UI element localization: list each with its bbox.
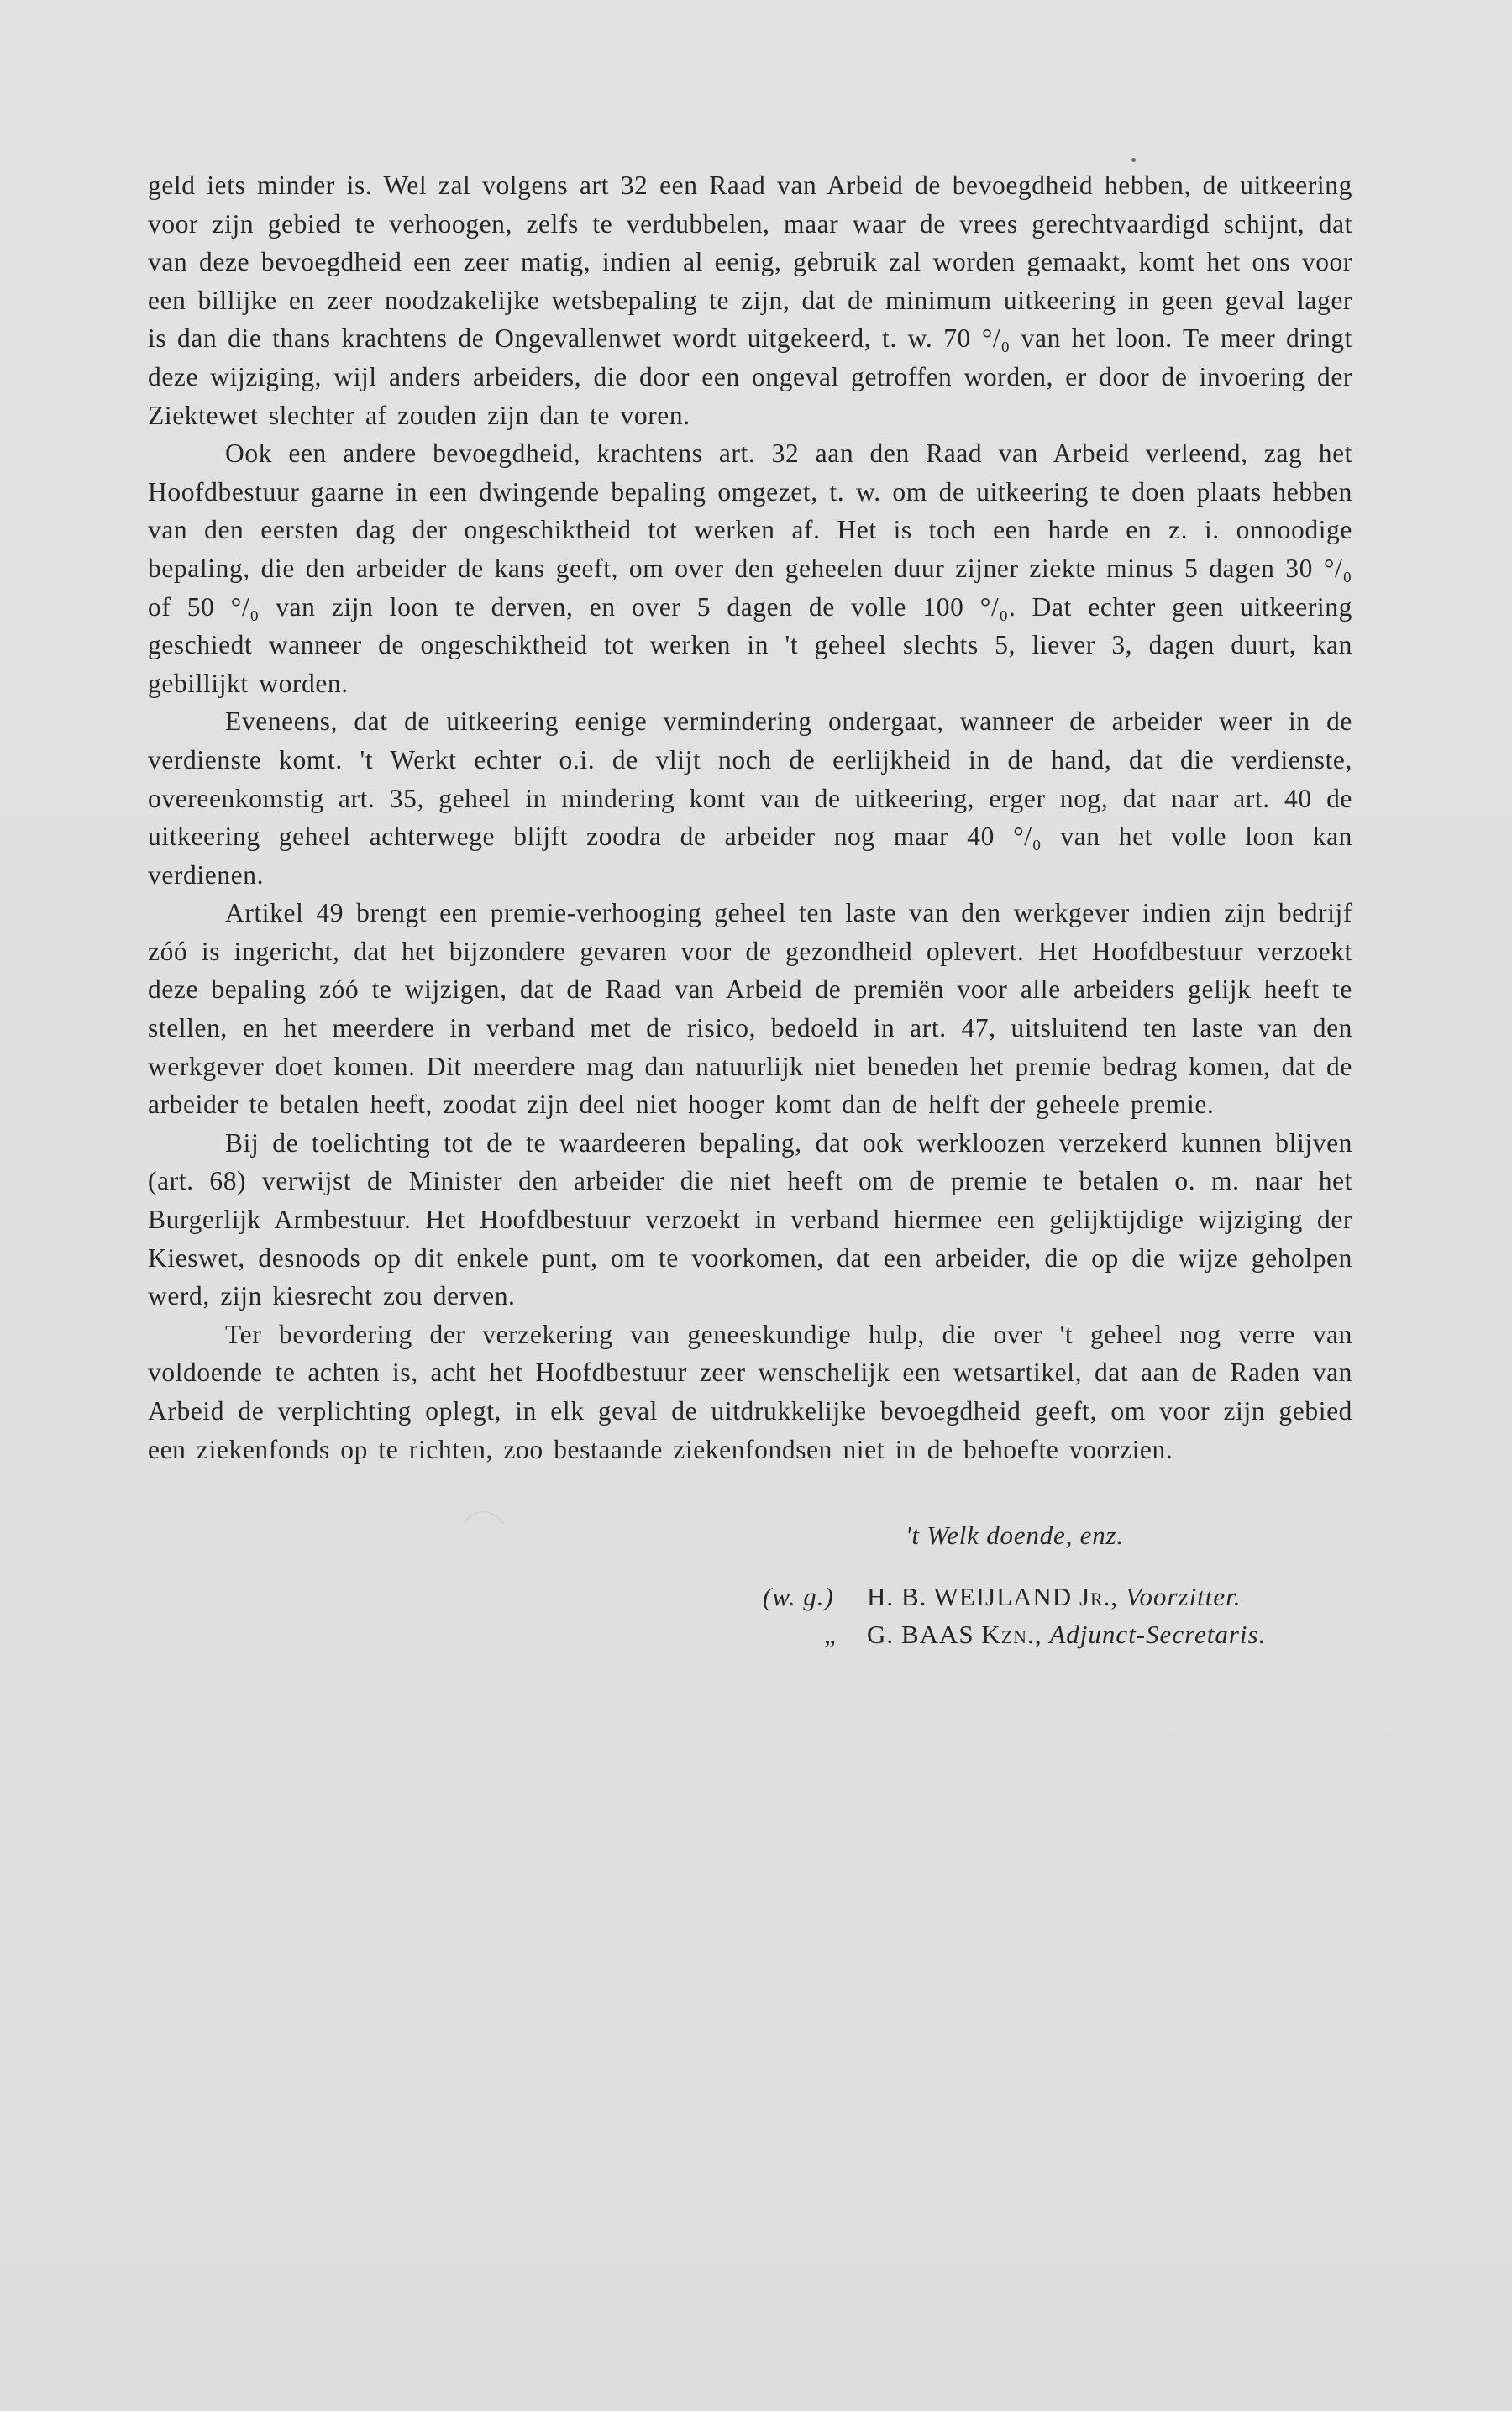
- paragraph-2: Ook een andere bevoegdheid, krachtens art. 32 aan den Raad van Arbeid verleend, zag het Hoofdbestuur gaarne in een dwingende bepaling omgezet, t. w. om de uitkeering te doen plaats hebben van den eersten dag der ongeschiktheid tot werken af. Het is toch een harde en z. i. onnoodige bepaling, die den arbeider de kans geeft, om over den geheelen duur zijner ziekte minus 5 dagen 30 °/₀ of 50 °/₀ van zijn loon te derven, en over 5 dagen de volle 100 °/₀. Dat echter geen uitkeering geschiedt wanneer de ongeschiktheid tot werken in 't geheel slechts 5, liever 3, dagen duurt, kan gebillijkt worden.: [148, 439, 1352, 698]
- signer-role: Voorzitter.: [1125, 1582, 1242, 1611]
- faint-pencil-mark: [460, 1504, 528, 1537]
- signature-prefix: (w. g.): [763, 1582, 834, 1611]
- paragraph-5: Bij de toelichting tot de te waardeeren bepaling, dat ook werkloozen verzekerd kunnen blijven (art. 68) verwijst de Minister den arbeider die niet heeft om de premie te betalen o. m. naar het Burgerlijk Armbestuur. Het Hoofdbestuur verzoekt in verband hiermee een gelijktijdige wijziging der Kieswet, desnoods op dit enkele punt, om te voorkomen, dat een arbeider, die op die wijze geholpen werd, zijn kiesrecht zou derven.: [148, 1127, 1352, 1311]
- ink-speck: [1131, 158, 1136, 162]
- signature-chairman: [763, 1579, 1242, 1615]
- paragraph-3: Eveneens, dat de uitkeering eenige vermindering ondergaat, wanneer de arbeider weer in de verdienste komt. 't Werkt echter o.i. de vlijt noch de eerlijkheid in de hand, dat die verdienste, overeenkomstig art. 35, geheel in mindering komt van de uitkeering, erger nog, dat naar art. 40 de uitkeering geheel achterwege blijft zoodra de arbeider nog maar 40 °/₀ van het volle loon kan verdienen.: [148, 706, 1352, 890]
- signature-secretary: [796, 1617, 1266, 1652]
- signer-name: G. BAAS: [867, 1620, 974, 1649]
- paragraph-6: Ter bevordering der verzekering van geneeskundige hulp, die over 't geheel nog verre van voldoende te achten is, acht het Hoofdbestuur zeer wenschelijk een wetsartikel, dat aan de Raden van Arbeid de verplichting oplegt, in elk geval de uitdrukkelijke bevoegdheid geeft, om voor zijn gebied een ziekenfonds op te richten, zoo bestaande ziekenfondsen niet in de behoefte voorzien.: [148, 1319, 1352, 1464]
- closing-formula: 't Welk doende, enz.: [906, 1521, 1124, 1550]
- signer-role: Adjunct-Secretaris.: [1049, 1620, 1267, 1649]
- paragraph-4: Artikel 49 brengt een premie-verhooging geheel ten laste van den werkgever indien zijn bedrijf zóó is ingericht, dat het bijzondere gevaren voor de gezondheid oplevert. Het Hoofdbestuur verzoekt deze bepaling zóó te wijzigen, dat de Raad van Arbeid de premiën voor alle arbeiders gelijk heeft te stellen, en het meerdere in verband met de risico, bedoeld in art. 47, uitsluitend ten laste van den werkgever doet komen. Dit meerdere mag dan natuurlijk niet beneden het premie bedrag komen, dat de arbeider te betalen heeft, zoodat zijn deel niet hooger komt dan de helft der geheele premie.: [148, 898, 1352, 1120]
- signer-suffix: Kzn.,: [981, 1620, 1042, 1649]
- signer-name: H. B. WEIJLAND: [867, 1582, 1073, 1611]
- signer-suffix: Jr.,: [1079, 1582, 1119, 1611]
- body-text: [148, 166, 1352, 1468]
- signature-prefix: „: [823, 1620, 840, 1649]
- paragraph-1: geld iets minder is. Wel zal volgens art 32 een Raad van Arbeid de bevoegdheid hebben, de uitkeering voor zijn gebied te verhoogen, zelfs te verdubbelen, maar waar de vrees gerechtvaardigd schijnt, dat van deze bevoegdheid een zeer matig, indien al eenig, gebruik zal worden gemaakt, komt het ons voor een billijke en zeer noodzakelijke wetsbepaling te zijn, dat de minimum uitkeering in geen geval lager is dan die thans krachtens de Ongevallenwet wordt uitgekeerd, t. w. 70 °/₀ van het loon. Te meer dringt deze wijziging, wijl anders arbeiders, die door een ongeval getroffen worden, er door de invoering der Ziektewet slechter af zouden zijn dan te voren.: [148, 171, 1352, 430]
